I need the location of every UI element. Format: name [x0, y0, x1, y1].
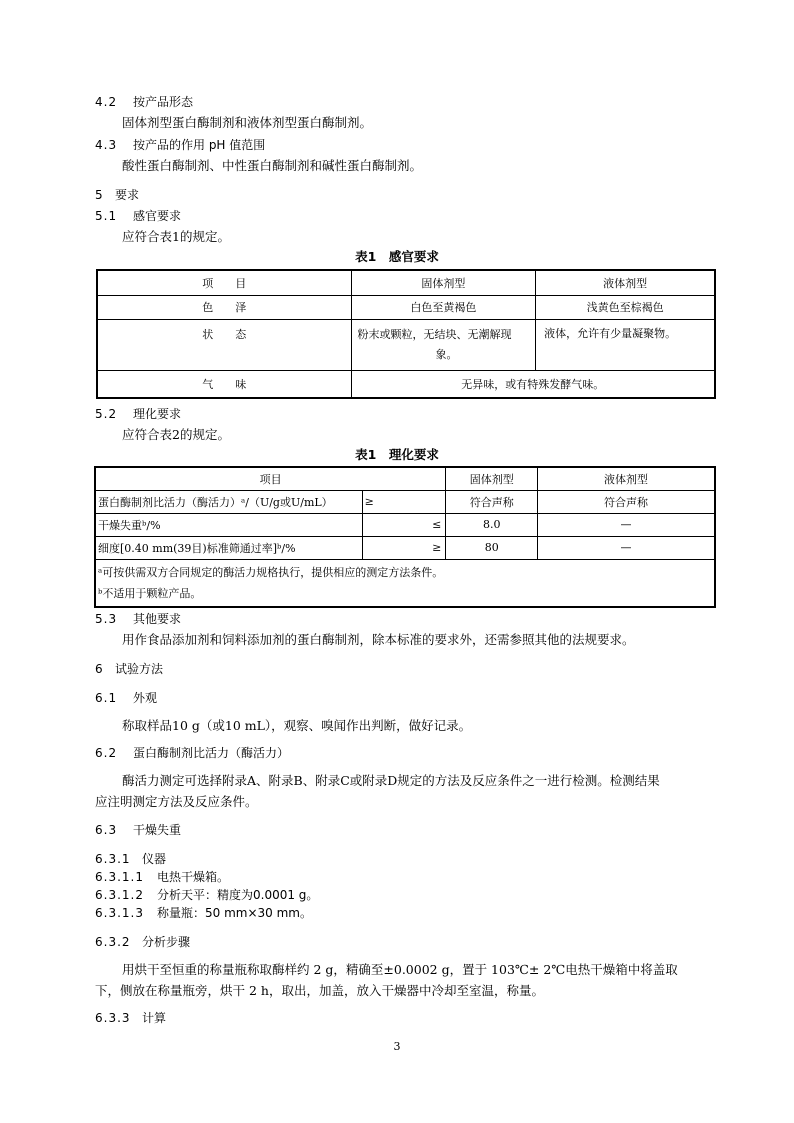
heading-5: 5 要求 — [95, 188, 140, 202]
cell-merged: 无异味，或有特殊发酵气味。 — [351, 370, 715, 398]
header-cell: 项目 — [95, 467, 446, 490]
cell: 符合声称 — [446, 490, 538, 513]
cell: 白色至黄褐色 — [351, 295, 536, 319]
cell: ≥ — [362, 536, 446, 559]
paragraph-6-2-line1: 酶活力测定可选择附录A、附录B、附录C或附录D规定的方法及反应条件之一进行检测。检测结果 — [122, 773, 660, 788]
paragraph-6-3-2-line1: 用烘干至恒重的称量瓶称取酶样约 2 g，精确至±0.0002 g，置于 103℃± 2℃电热干燥箱中将盖取 — [122, 962, 678, 977]
table-row — [95, 536, 715, 559]
table-row — [97, 370, 715, 398]
heading-6-2: 6.2 蛋白酶制剂比活力（酶活力） — [95, 746, 290, 760]
table-header-row — [95, 467, 715, 490]
table-footnote: ᵃ可按供需双方合同规定的酶活力规格执行，提供相应的测定方法条件。 — [98, 565, 444, 579]
table-footnote: ᵇ不适用于颗粒产品。 — [98, 586, 202, 600]
header-cell: 项 目 — [97, 270, 351, 295]
table1-caption: 表1 感官要求 — [355, 249, 439, 264]
header-cell: 固体剂型 — [446, 467, 538, 490]
paragraph-6-1: 称取样品10 g（或10 mL），观察、嗅闻作出判断，做好记录。 — [122, 718, 472, 733]
paragraph-4-3: 酸性蛋白酶制剂、中性蛋白酶制剂和碱性蛋白酶制剂。 — [122, 158, 423, 173]
item-6-3-1-2: 6.3.1.2 分析天平：精度为0.0001 g。 — [95, 888, 319, 902]
heading-5-2: 5.2 理化要求 — [95, 407, 182, 421]
paragraph-4-2: 固体剂型蛋白酶制剂和液体剂型蛋白酶制剂。 — [122, 115, 373, 130]
header-cell: 液体剂型 — [538, 467, 715, 490]
header-cell: 固体剂型 — [351, 270, 536, 295]
cell: — — [538, 536, 715, 559]
cell: 液体，允许有少量凝聚物。 — [536, 319, 715, 370]
cell: 浅黄色至棕褐色 — [536, 295, 715, 319]
item-6-3-1-1: 6.3.1.1 电热干燥箱。 — [95, 870, 230, 884]
table-row — [97, 319, 715, 370]
cell: 色 泽 — [97, 295, 351, 319]
table-notes-row — [95, 559, 715, 607]
paragraph-5-2: 应符合表2的规定。 — [122, 427, 230, 442]
table-row — [97, 295, 715, 319]
heading-6-3-2: 6.3.2 分析步骤 — [95, 935, 191, 949]
cell: 细度[0.40 mm(39目)标准筛通过率]ᵇ/% — [95, 536, 362, 559]
paragraph-5-3: 用作食品添加剂和饲料添加剂的蛋白酶制剂，除本标准的要求外，还需参照其他的法规要求。 — [122, 632, 635, 647]
cell: ≥ — [362, 490, 446, 513]
heading-4-2: 4.2 按产品形态 — [95, 95, 194, 109]
heading-5-3: 5.3 其他要求 — [95, 612, 182, 626]
cell: 粉末或颗粒，无结块、无潮解现 象。 — [351, 319, 536, 370]
heading-6: 6 试验方法 — [95, 662, 164, 676]
heading-5-1: 5.1 感官要求 — [95, 209, 182, 223]
cell: 状 态 — [97, 319, 351, 370]
heading-6-1: 6.1 外观 — [95, 691, 158, 705]
paragraph-5-1: 应符合表1的规定。 — [122, 229, 230, 244]
heading-6-3-1: 6.3.1 仪器 — [95, 852, 167, 866]
heading-6-3: 6.3 干燥失重 — [95, 823, 182, 837]
cell: 8.0 — [446, 513, 538, 536]
table-header-row — [97, 270, 715, 295]
paragraph-6-2-line2: 应注明测定方法及反应条件。 — [95, 794, 258, 809]
table-row — [95, 490, 715, 513]
cell: 干燥失重ᵇ/% — [95, 513, 362, 536]
table-physicochemical — [94, 466, 716, 608]
table-row — [95, 513, 715, 536]
cell: ≤ — [362, 513, 446, 536]
table-sensory — [96, 269, 716, 399]
item-6-3-1-3: 6.3.1.3 称量瓶：50 mm×30 mm。 — [95, 906, 312, 920]
heading-6-3-3: 6.3.3 计算 — [95, 1011, 167, 1025]
header-cell: 液体剂型 — [536, 270, 715, 295]
cell: 蛋白酶制剂比活力（酶活力）ᵃ/（U/g或U/mL） — [95, 490, 362, 513]
cell-notes — [95, 559, 715, 607]
cell: 80 — [446, 536, 538, 559]
cell: 符合声称 — [538, 490, 715, 513]
paragraph-6-3-2-line2: 下，侧放在称量瓶旁，烘干 2 h，取出，加盖，放入干燥器中冷却至室温，称量。 — [95, 983, 544, 998]
table2-caption: 表1 理化要求 — [355, 447, 439, 462]
heading-4-3: 4.3 按产品的作用 pH 值范围 — [95, 138, 266, 152]
page-number: 3 — [393, 1040, 401, 1053]
cell: 气 味 — [97, 370, 351, 398]
cell: — — [538, 513, 715, 536]
